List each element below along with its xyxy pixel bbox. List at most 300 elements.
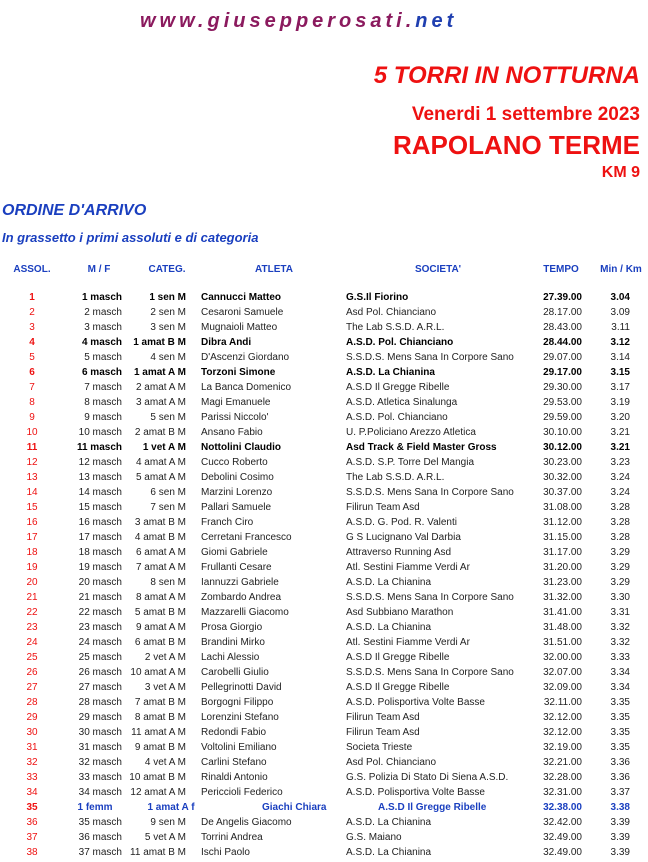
result-time: 31.51.00 — [543, 637, 582, 648]
bold-note: In grassetto i primi assoluti e di categoria — [2, 230, 259, 245]
result-category: 11 amat B M — [130, 847, 186, 858]
result-society: A.S.D. La Chianina — [346, 577, 432, 588]
result-athlete: Franch Ciro — [201, 517, 254, 528]
table-row — [0, 320, 648, 335]
result-pace: 3.28 — [610, 532, 630, 543]
result-society: Asd Pol. Chianciano — [346, 307, 437, 318]
result-society: Societa Trieste — [346, 742, 413, 753]
result-pace: 3.21 — [610, 427, 630, 438]
result-society: A.S.D. G. Pod. R. Valenti — [346, 517, 457, 528]
table-row — [0, 830, 648, 845]
result-athlete: Giachi Chiara — [262, 802, 327, 813]
result-mf: 7 masch — [84, 382, 122, 393]
result-pos: 24 — [26, 637, 38, 648]
result-athlete: D'Ascenzi Giordano — [201, 352, 290, 363]
result-mf: 32 masch — [78, 757, 122, 768]
result-pace: 3.33 — [610, 652, 630, 663]
result-mf: 29 masch — [78, 712, 122, 723]
result-time: 32.09.00 — [543, 682, 582, 693]
result-mf: 34 masch — [78, 787, 122, 798]
result-pace: 3.24 — [610, 487, 630, 498]
result-category: 8 sen M — [150, 577, 186, 588]
result-athlete: Parissi Niccolo' — [201, 412, 269, 423]
table-row — [0, 425, 648, 440]
result-category: 5 vet A M — [144, 832, 186, 843]
result-pace: 3.39 — [610, 832, 630, 843]
table-row — [0, 785, 648, 800]
result-time: 29.07.00 — [543, 352, 582, 363]
table-row — [0, 725, 648, 740]
result-mf: 35 masch — [78, 817, 122, 828]
result-mf: 25 masch — [78, 652, 122, 663]
result-pos: 31 — [26, 742, 38, 753]
result-time: 28.43.00 — [543, 322, 582, 333]
result-pace: 3.23 — [610, 457, 630, 468]
table-row — [0, 455, 648, 470]
result-athlete: Borgogni Filippo — [201, 697, 274, 708]
table-row — [0, 305, 648, 320]
result-society: G S Lucignano Val Darbia — [346, 532, 461, 543]
result-pos: 22 — [26, 607, 38, 618]
result-mf: 15 masch — [78, 502, 122, 513]
result-category: 3 vet A M — [144, 682, 186, 693]
result-pos: 16 — [26, 517, 38, 528]
result-time: 29.30.00 — [543, 382, 582, 393]
result-category: 1 sen M — [149, 292, 186, 303]
result-pace: 3.14 — [610, 352, 630, 363]
result-time: 31.41.00 — [543, 607, 582, 618]
table-row — [0, 680, 648, 695]
result-mf: 20 masch — [78, 577, 122, 588]
result-pos: 26 — [26, 667, 38, 678]
result-pace: 3.37 — [610, 787, 630, 798]
result-mf: 24 masch — [78, 637, 122, 648]
result-category: 9 sen M — [150, 817, 186, 828]
table-row — [0, 380, 648, 395]
result-pace: 3.31 — [610, 607, 630, 618]
result-society: U. P.Policiano Arezzo Atletica — [346, 427, 476, 438]
result-time: 32.42.00 — [543, 817, 582, 828]
col-header-cat: CATEG. — [148, 264, 186, 275]
result-society: Filirun Team Asd — [346, 727, 420, 738]
result-category: 6 amat A M — [135, 547, 186, 558]
table-row — [0, 695, 648, 710]
result-time: 30.12.00 — [543, 442, 582, 453]
result-athlete: Periccioli Federico — [201, 787, 283, 798]
result-athlete: Ischi Paolo — [201, 847, 250, 858]
table-row — [0, 590, 648, 605]
result-category: 1 amat A f — [147, 802, 195, 813]
result-pos: 37 — [26, 832, 38, 843]
result-pace: 3.29 — [610, 547, 630, 558]
result-time: 32.19.00 — [543, 742, 582, 753]
result-time: 32.49.00 — [543, 832, 582, 843]
result-category: 5 amat A M — [135, 472, 186, 483]
result-pos: 5 — [29, 352, 35, 363]
result-pos: 27 — [26, 682, 38, 693]
table-row — [0, 755, 648, 770]
result-society: A.S.D. Pol. Chianciano — [346, 337, 454, 348]
result-pace: 3.36 — [610, 757, 630, 768]
table-row — [0, 395, 648, 410]
result-mf: 19 masch — [78, 562, 122, 573]
col-header-society: SOCIETA' — [414, 264, 462, 275]
result-society: Asd Track & Field Master Gross — [346, 442, 497, 453]
result-pos: 13 — [26, 472, 38, 483]
result-athlete: Rinaldi Antonio — [201, 772, 268, 783]
result-category: 6 amat B M — [134, 637, 186, 648]
result-mf: 23 masch — [78, 622, 122, 633]
result-pos: 32 — [26, 757, 38, 768]
result-society: Asd Subbiano Marathon — [346, 607, 454, 618]
event-place: RAPOLANO TERME — [393, 130, 640, 160]
result-pace: 3.35 — [610, 712, 630, 723]
result-pace: 3.30 — [610, 592, 630, 603]
result-category: 7 amat A M — [135, 562, 186, 573]
result-pos: 33 — [26, 772, 38, 783]
result-category: 4 sen M — [150, 352, 186, 363]
result-time: 28.44.00 — [543, 337, 582, 348]
col-header-time: TEMPO — [543, 264, 579, 275]
result-category: 9 amat B M — [134, 742, 186, 753]
result-category: 3 sen M — [150, 322, 186, 333]
result-time: 27.39.00 — [543, 292, 582, 303]
result-society: A.S.D. S.P. Torre Del Mangia — [346, 457, 475, 468]
result-pace: 3.12 — [610, 337, 630, 348]
result-category: 6 sen M — [150, 487, 186, 498]
result-mf: 1 femm — [77, 802, 113, 813]
result-pace: 3.28 — [610, 502, 630, 513]
result-pace: 3.38 — [610, 802, 630, 813]
result-society: Atl. Sestini Fiamme Verdi Ar — [346, 562, 470, 573]
result-category: 8 amat B M — [134, 712, 186, 723]
result-athlete: Marzini Lorenzo — [201, 487, 273, 498]
result-mf: 13 masch — [78, 472, 122, 483]
result-category: 2 vet A M — [144, 652, 186, 663]
result-pos: 7 — [29, 382, 35, 393]
result-time: 28.17.00 — [543, 307, 582, 318]
result-athlete: Cesaroni Samuele — [201, 307, 284, 318]
result-athlete: La Banca Domenico — [201, 382, 292, 393]
result-athlete: Cucco Roberto — [201, 457, 268, 468]
result-athlete: Ansano Fabio — [201, 427, 263, 438]
table-row — [0, 365, 648, 380]
table-row — [0, 470, 648, 485]
table-row — [0, 635, 648, 650]
result-time: 32.28.00 — [543, 772, 582, 783]
result-athlete: Carlini Stefano — [201, 757, 267, 768]
result-time: 32.31.00 — [543, 787, 582, 798]
result-pos: 14 — [26, 487, 38, 498]
result-pace: 3.28 — [610, 517, 630, 528]
result-pace: 3.39 — [610, 847, 630, 858]
result-society: A.S.D. La Chianina — [346, 817, 432, 828]
result-time: 31.08.00 — [543, 502, 582, 513]
table-row — [0, 485, 648, 500]
result-pace: 3.29 — [610, 562, 630, 573]
result-pos: 11 — [26, 442, 38, 453]
result-society: S.S.D.S. Mens Sana In Corpore Sano — [346, 352, 514, 363]
result-mf: 31 masch — [78, 742, 122, 753]
result-pos: 34 — [26, 787, 38, 798]
result-society: A.S.D. La Chianina — [346, 622, 432, 633]
result-mf: 33 masch — [78, 772, 122, 783]
result-mf: 1 masch — [81, 292, 122, 303]
result-time: 32.11.00 — [543, 697, 582, 708]
result-pace: 3.21 — [610, 442, 630, 453]
result-athlete: Torrini Andrea — [201, 832, 263, 843]
table-row — [0, 530, 648, 545]
result-time: 29.17.00 — [543, 367, 582, 378]
event-title: 5 TORRI IN NOTTURNA — [373, 62, 640, 89]
table-row — [0, 650, 648, 665]
result-society: The Lab S.S.D. A.R.L. — [346, 472, 445, 483]
result-society: Filirun Team Asd — [346, 502, 420, 513]
result-category: 4 amat B M — [134, 532, 186, 543]
result-athlete: Lachi Alessio — [201, 652, 260, 663]
result-mf: 30 masch — [78, 727, 122, 738]
website-url[interactable] — [140, 10, 457, 33]
table-row — [0, 710, 648, 725]
result-mf: 27 masch — [78, 682, 122, 693]
result-mf: 21 masch — [78, 592, 122, 603]
result-society: G.S.Il Fiorino — [346, 292, 409, 303]
result-time: 31.17.00 — [543, 547, 582, 558]
result-pace: 3.20 — [610, 412, 630, 423]
results-header — [0, 264, 648, 278]
result-athlete: Lorenzini Stefano — [201, 712, 279, 723]
result-category: 5 sen M — [150, 412, 186, 423]
result-society: A.S.D Il Gregge Ribelle — [346, 652, 450, 663]
result-mf: 26 masch — [78, 667, 122, 678]
result-mf: 16 masch — [78, 517, 122, 528]
result-society: A.S.D. Pol. Chianciano — [346, 412, 448, 423]
result-athlete: Redondi Fabio — [201, 727, 267, 738]
table-row — [0, 560, 648, 575]
result-category: 1 amat A M — [133, 367, 186, 378]
result-pace: 3.32 — [610, 622, 630, 633]
result-pos: 35 — [26, 802, 38, 813]
result-athlete: Cannucci Matteo — [201, 292, 282, 303]
table-row — [0, 800, 648, 815]
result-society: A.S.D. Polisportiva Volte Basse — [346, 787, 485, 798]
event-distance: KM 9 — [601, 164, 640, 181]
result-pos: 36 — [26, 817, 38, 828]
result-mf: 22 masch — [78, 607, 122, 618]
result-athlete: Iannuzzi Gabriele — [201, 577, 279, 588]
result-pos: 20 — [26, 577, 38, 588]
table-row — [0, 740, 648, 755]
result-category: 7 amat B M — [134, 697, 186, 708]
result-athlete: Dibra Andi — [201, 337, 252, 348]
result-athlete: Pellegrinotti David — [201, 682, 282, 693]
table-row — [0, 290, 648, 305]
website-url-prefix: www.giusepperosati. — [140, 10, 416, 32]
result-society: A.S.D Il Gregge Ribelle — [378, 802, 487, 813]
result-category: 3 amat B M — [134, 517, 186, 528]
result-mf: 36 masch — [78, 832, 122, 843]
result-pos: 17 — [26, 532, 38, 543]
result-category: 1 amat B M — [133, 337, 186, 348]
result-category: 7 sen M — [150, 502, 186, 513]
result-pace: 3.35 — [610, 742, 630, 753]
result-athlete: Cerretani Francesco — [201, 532, 292, 543]
result-society: The Lab S.S.D. A.R.L. — [346, 322, 445, 333]
result-pace: 3.19 — [610, 397, 630, 408]
table-row — [0, 545, 648, 560]
result-time: 32.12.00 — [543, 712, 582, 723]
table-row — [0, 620, 648, 635]
result-pos: 10 — [26, 427, 38, 438]
result-time: 32.21.00 — [543, 757, 582, 768]
col-header-mf: M / F — [87, 264, 111, 275]
result-pace: 3.35 — [610, 727, 630, 738]
result-pace: 3.36 — [610, 772, 630, 783]
result-society: A.S.D. Polisportiva Volte Basse — [346, 697, 485, 708]
result-athlete: Brandini Mirko — [201, 637, 265, 648]
result-society: A.S.D. La Chianina — [346, 847, 432, 858]
table-row — [0, 815, 648, 830]
result-athlete: Mugnaioli Matteo — [201, 322, 278, 333]
result-category: 2 amat A M — [135, 382, 186, 393]
website-url-tld: net — [415, 10, 458, 32]
result-pos: 29 — [26, 712, 38, 723]
result-category: 4 vet A M — [144, 757, 186, 768]
result-society: Asd Pol. Chianciano — [346, 757, 437, 768]
result-society: G.S. Polizia Di Stato Di Siena A.S.D. — [346, 772, 509, 783]
result-time: 30.10.00 — [543, 427, 582, 438]
result-pos: 19 — [26, 562, 38, 573]
result-pos: 25 — [26, 652, 38, 663]
result-pace: 3.17 — [610, 382, 630, 393]
result-pace: 3.04 — [610, 292, 630, 303]
result-mf: 18 masch — [78, 547, 122, 558]
result-pos: 2 — [29, 307, 35, 318]
result-time: 31.48.00 — [543, 622, 582, 633]
result-athlete: Debolini Cosimo — [201, 472, 274, 483]
result-pos: 12 — [26, 457, 38, 468]
result-mf: 11 masch — [76, 442, 122, 453]
result-pace: 3.35 — [610, 697, 630, 708]
result-pos: 23 — [26, 622, 38, 633]
result-athlete: Zombardo Andrea — [201, 592, 282, 603]
result-time: 32.12.00 — [543, 727, 582, 738]
result-pace: 3.39 — [610, 817, 630, 828]
result-athlete: Mazzarelli Giacomo — [201, 607, 289, 618]
table-row — [0, 410, 648, 425]
result-pace: 3.32 — [610, 637, 630, 648]
result-pos: 1 — [29, 292, 35, 303]
result-category: 8 amat A M — [135, 592, 186, 603]
result-society: Filirun Team Asd — [346, 712, 420, 723]
section-title: ORDINE D'ARRIVO — [2, 202, 147, 219]
result-time: 31.15.00 — [543, 532, 582, 543]
result-mf: 37 masch — [78, 847, 122, 858]
result-time: 30.37.00 — [543, 487, 582, 498]
result-pos: 8 — [29, 397, 35, 408]
result-pos: 3 — [29, 322, 35, 333]
result-pos: 18 — [26, 547, 38, 558]
result-category: 12 amat A M — [130, 787, 186, 798]
table-row — [0, 575, 648, 590]
table-row — [0, 350, 648, 365]
result-category: 11 amat A M — [131, 727, 186, 738]
result-mf: 3 masch — [84, 322, 122, 333]
table-row — [0, 845, 648, 860]
result-society: A.S.D Il Gregge Ribelle — [346, 682, 450, 693]
result-mf: 6 masch — [81, 367, 122, 378]
col-header-athlete: ATLETA — [255, 264, 293, 275]
table-row — [0, 500, 648, 515]
event-date: Venerdi 1 settembre 2023 — [411, 104, 640, 125]
result-time: 31.12.00 — [543, 517, 582, 528]
result-mf: 5 masch — [84, 352, 122, 363]
result-category: 3 amat A M — [135, 397, 186, 408]
result-pos: 30 — [26, 727, 38, 738]
result-pace: 3.34 — [610, 667, 630, 678]
result-society: A.S.D. La Chianina — [346, 367, 435, 378]
result-category: 10 amat A M — [130, 667, 186, 678]
table-row — [0, 335, 648, 350]
table-row — [0, 605, 648, 620]
result-pos: 15 — [26, 502, 38, 513]
result-society: S.S.D.S. Mens Sana In Corpore Sano — [346, 592, 514, 603]
result-time: 32.38.00 — [543, 802, 582, 813]
result-pos: 21 — [26, 592, 38, 603]
result-athlete: Voltolini Emiliano — [201, 742, 277, 753]
result-mf: 10 masch — [78, 427, 122, 438]
result-athlete: Carobelli Giulio — [201, 667, 269, 678]
result-pace: 3.09 — [610, 307, 630, 318]
result-time: 32.07.00 — [543, 667, 582, 678]
result-pace: 3.11 — [611, 322, 630, 333]
result-society: G.S. Maiano — [346, 832, 402, 843]
result-society: Attraverso Running Asd — [346, 547, 452, 558]
result-time: 32.00.00 — [543, 652, 582, 663]
result-mf: 17 masch — [78, 532, 122, 543]
result-pos: 4 — [29, 337, 35, 348]
col-header-pos: ASSOL. — [13, 264, 51, 275]
table-row — [0, 770, 648, 785]
result-mf: 2 masch — [84, 307, 122, 318]
result-category: 2 amat B M — [134, 427, 186, 438]
result-society: A.S.D Il Gregge Ribelle — [346, 382, 450, 393]
result-athlete: Nottolini Claudio — [201, 442, 281, 453]
result-society: Atl. Sestini Fiamme Verdi Ar — [346, 637, 470, 648]
result-time: 29.53.00 — [543, 397, 582, 408]
result-time: 31.20.00 — [543, 562, 582, 573]
table-row — [0, 665, 648, 680]
result-pace: 3.24 — [610, 472, 630, 483]
result-athlete: Torzoni Simone — [201, 367, 276, 378]
table-row — [0, 515, 648, 530]
result-time: 31.23.00 — [543, 577, 582, 588]
result-athlete: Pallari Samuele — [201, 502, 272, 513]
result-time: 32.49.00 — [543, 847, 582, 858]
result-category: 10 amat B M — [129, 772, 186, 783]
result-pace: 3.15 — [610, 367, 630, 378]
result-category: 4 amat A M — [135, 457, 186, 468]
result-time: 30.32.00 — [543, 472, 582, 483]
result-category: 9 amat A M — [135, 622, 186, 633]
result-pos: 38 — [26, 847, 38, 858]
result-pos: 28 — [26, 697, 38, 708]
result-athlete: De Angelis Giacomo — [201, 817, 292, 828]
result-category: 5 amat B M — [134, 607, 186, 618]
result-mf: 4 masch — [81, 337, 122, 348]
result-mf: 28 masch — [78, 697, 122, 708]
result-athlete: Giomi Gabriele — [201, 547, 268, 558]
